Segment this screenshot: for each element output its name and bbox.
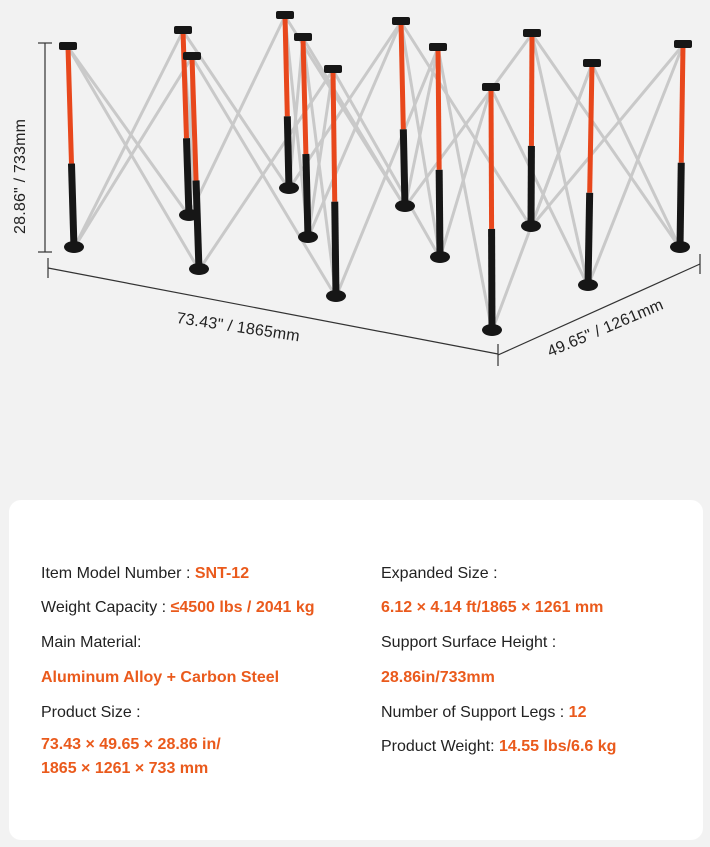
product-size-value: 73.43 × 49.65 × 28.86 in/ 1865 × 1261 × 733 mm (41, 736, 221, 777)
item-model-number-value: SNT-12 (194, 565, 250, 582)
product-weight-label: Product Weight: (381, 738, 495, 755)
dimension-lines (38, 43, 700, 366)
product-weight-value: 14.55 lbs/6.6 kg (499, 738, 617, 755)
spec-number-of-support-legs (381, 703, 586, 723)
height-dimension-label: 28.86" / 733mm (12, 118, 29, 234)
strut-7-0 (192, 57, 336, 297)
strut-0-0 (68, 47, 199, 270)
depth-dimension-label: 49.65" / 1261mm (545, 296, 667, 361)
width-dimension-label: 73.43" / 1865mm (175, 310, 301, 346)
spec-product-weight (381, 737, 616, 757)
strut-5-1 (308, 22, 401, 238)
item-model-number-label: Item Model Number : (41, 565, 191, 582)
strut-8-1 (336, 48, 438, 297)
expanded-size-label: Expanded Size : (381, 565, 498, 582)
spec-weight-capacity (41, 598, 315, 618)
weight-capacity-label: Weight Capacity : (41, 599, 167, 616)
number-of-support-legs-label: Number of Support Legs : (381, 704, 565, 721)
strut-9-1 (440, 88, 491, 258)
strut-15-1 (531, 64, 592, 227)
spec-item-model-number (41, 564, 249, 584)
support-surface-height-value: 28.86in/733mm (381, 669, 495, 686)
strut-11-1 (588, 45, 683, 286)
expanded-size-value: 6.12 × 4.14 ft/1865 × 1261 mm (381, 599, 604, 616)
specifications-card (9, 500, 703, 840)
main-material-value: Aluminum Alloy + Carbon Steel (41, 669, 280, 686)
weight-capacity-value: ≤4500 lbs / 2041 kg (170, 599, 315, 616)
main-material-label: Main Material: (41, 634, 142, 651)
support-surface-height-label: Support Surface Height : (381, 634, 557, 651)
strut-11-0 (592, 64, 680, 248)
number-of-support-legs-value: 12 (568, 704, 587, 721)
product-size-label: Product Size : (41, 704, 141, 721)
support-leg-1 (59, 42, 84, 253)
strut-15-0 (532, 34, 588, 286)
strut-1-0 (68, 47, 189, 216)
